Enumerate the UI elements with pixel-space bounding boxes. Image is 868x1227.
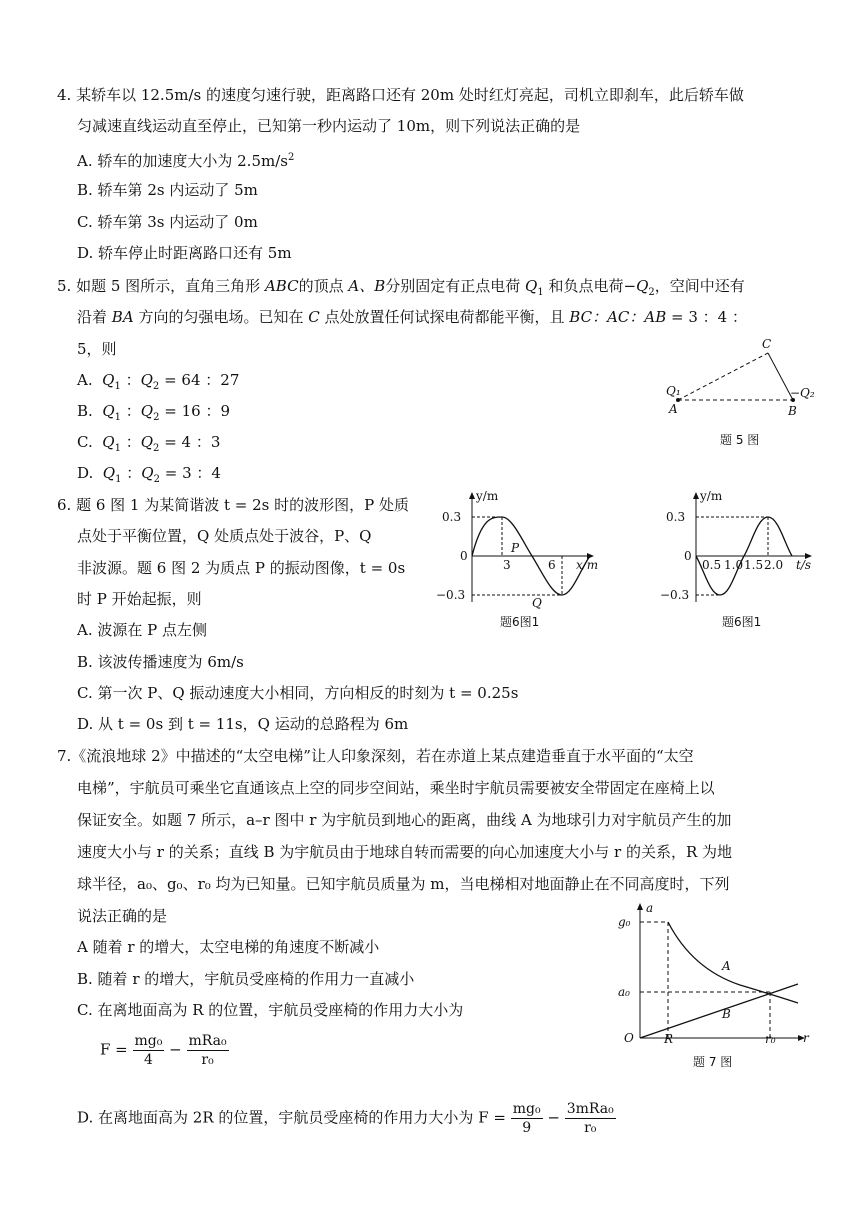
q5-option-d: D. $Q_1$ ：$Q_2 = 3$ ：4	[77, 464, 221, 485]
q7-c-den1: 4	[144, 1052, 153, 1068]
q4-stem-line1: 4. 某轿车以 12.5m/s 的速度匀速行驶，距离路口还有 20m 处时红灯亮起，司机立即刹车，此后轿车做	[57, 86, 744, 104]
q6-option-d: D. 从 t = 0s 到 t = 11s，Q 运动的总路程为 6m	[77, 715, 409, 733]
q5-edge-ac	[678, 353, 768, 400]
q5-option-a: A. $Q_1$ ：$Q_2 = 64$ ：27	[77, 371, 240, 392]
q7-label-line-b: B	[722, 1007, 731, 1021]
q6-option-a: A. 波源在 P 点左侧	[77, 621, 207, 639]
q7-label-curve-a: A	[722, 959, 731, 973]
q5-option-a-value: = 64 ：27	[164, 371, 240, 389]
q6-fig2-ylabel: y/m	[700, 489, 723, 503]
q6-fig1-caption: 题6图1	[500, 615, 540, 629]
q5-stem-line1: 5. 如题 5 图所示，直角三角形 ABC的顶点 A、B分别固定有正点电荷 $Q_1$ 和负点电荷$-Q_2$，空间中还有	[57, 277, 745, 298]
q7-d-frac2	[565, 1100, 616, 1137]
q5-stem-line3: 5，则	[77, 340, 117, 358]
q6-option-b: B. 该波传播速度为 6m/s	[77, 653, 244, 671]
q6-fig1-ymin: −0.3	[436, 588, 466, 602]
q5-option-c: C. $Q_1$ ：$Q_2 = 4$ ：3	[77, 433, 221, 454]
q7-label-r0: r₀	[765, 1032, 776, 1046]
q6-fig1-wave-curve-2	[532, 556, 562, 595]
q7-c-frac2	[187, 1032, 229, 1069]
q7-c-f: F =	[100, 1040, 128, 1059]
q7-option-c-formula	[100, 1032, 229, 1069]
q5-l2-a: 沿着	[77, 308, 108, 326]
q6-fig2-origin: 0	[684, 549, 692, 563]
q5-text-f: 和负点电荷−	[548, 277, 637, 295]
q7-label-origin: O	[624, 1031, 634, 1045]
q7-option-a: A 随着 r 的增大，太空电梯的角速度不断减小	[77, 938, 380, 956]
q6-fig2-y-arrow	[693, 492, 699, 499]
q6-fig1-wave-graph	[436, 489, 610, 610]
q7-label-r-axis: r	[803, 1031, 809, 1045]
q4-option-b: B. 轿车第 2s 内运动了 5m	[77, 181, 258, 199]
q6-fig2-tick-15: 1.5	[744, 558, 764, 572]
q7-d-den2: r₀	[584, 1120, 597, 1136]
q7-c-num2: mRa₀	[188, 1033, 227, 1049]
q7-stem-line3: 保证安全。如题 7 所示，a–r 图中 r 为宇航员到地心的距离，曲线 A 为地球引力对宇航员产生的加	[77, 811, 732, 829]
q7-label-g0: g₀	[618, 915, 631, 929]
q5-option-d-value: = 3 ：4	[164, 464, 221, 482]
q7-c-den2: r₀	[201, 1052, 214, 1068]
q5-figure-caption: 题 5 图	[720, 433, 760, 447]
q7-label-a0: a₀	[618, 985, 630, 999]
q7-c-minus: −	[169, 1040, 182, 1059]
q7-stem-line2: 电梯”，宇航员可乘坐它直通该点上空的同步空间站，乘坐时宇航员需要被安全带固定在座椅上以	[77, 779, 715, 797]
q5-option-b: B. $Q_1$ ：$Q_2 = 16$ ：9	[77, 402, 231, 423]
q5-text-b: ABC	[264, 277, 299, 295]
q7-option-b: B. 随着 r 的增大，宇航员受座椅的作用力一直减小	[77, 970, 415, 988]
q4-stem-line2: 匀减速直线运动直至停止，已知第一秒内运动了 10m，则下列说法正确的是	[77, 117, 581, 135]
q5-q1-symbol: Q	[525, 277, 538, 295]
q5-text-e: 分别固定有正点电荷	[385, 277, 521, 295]
q5-l2-d: C	[308, 308, 320, 326]
q4-option-a	[77, 148, 294, 171]
q4-option-d: D. 轿车停止时距离路口还有 5m	[77, 244, 292, 262]
q7-c-num1: mg₀	[134, 1033, 163, 1049]
q4-option-c: C. 轿车第 3s 内运动了 0m	[77, 213, 258, 231]
q7-option-d	[77, 1100, 616, 1137]
q6-fig2-xlabel: t/s	[796, 558, 812, 572]
q4-option-a-exponent: 2	[287, 152, 295, 163]
q7-d-f: F =	[478, 1108, 506, 1127]
q7-stem-line6: 说法正确的是	[77, 907, 168, 925]
q5-label-q2: −Q₂	[790, 386, 815, 400]
q6-fig2-ymin: −0.3	[660, 588, 690, 602]
q7-d-num1: mg₀	[512, 1101, 541, 1117]
q5-l2-g: = 3 ：4 ：	[671, 308, 747, 326]
q6-fig1-ylabel: y/m	[476, 489, 499, 503]
q5-text-a: 如题 5 图所示，直角三角形	[76, 277, 261, 295]
q6-option-c: C. 第一次 P、Q 振动速度大小相同，方向相反的时刻为 t = 0.25s	[77, 684, 519, 702]
q5-l2-b: BA	[111, 308, 134, 326]
q7-stem-line4: 速度大小与 r 的关系；直线 B 为宇航员由于地球自转而需要的向心加速度大小与 r 的关系，R 为地	[77, 843, 733, 861]
q7-figure-caption: 题 7 图	[693, 1055, 733, 1069]
q7-option-c: C. 在离地面高为 R 的位置，宇航员受座椅的作用力大小为	[77, 1001, 464, 1019]
q5-l2-c: 方向的匀强电场。已知在	[138, 308, 304, 326]
q5-text-c: 的顶点	[298, 277, 344, 295]
q7-d-minus: −	[547, 1108, 560, 1127]
q6-stem-line4: 时 P 开始起振，则	[77, 590, 202, 608]
q6-fig1-tick-6: 6	[548, 558, 556, 572]
q6-fig1-origin: 0	[460, 549, 468, 563]
q5-stem-line2	[77, 307, 747, 327]
q7-stem-line5: 球半径，a₀、g₀、r₀ 均为已知量。已知宇航员质量为 m，当电梯相对地面静止在不同高度时，下列	[77, 875, 730, 893]
q4-option-a-text: A. 轿车的加速度大小为 2.5m/s	[77, 152, 288, 170]
q5-l2-f: BC：AC：AB	[569, 308, 667, 326]
q6-stem-line3: 非波源。题 6 图 2 为质点 P 的振动图像，t = 0s	[77, 559, 406, 577]
q6-fig1-y-arrow	[469, 492, 475, 499]
q5-number: 5.	[57, 277, 72, 295]
q6-fig2-caption: 题6图1	[722, 615, 762, 629]
q7-d-den1: 9	[522, 1120, 532, 1136]
q5-option-b-value: = 16 ：9	[164, 402, 231, 420]
q6-fig1-point-p: P	[511, 541, 520, 555]
q5-triangle-figure	[660, 335, 820, 418]
q6-fig2-tick-20: 2.0	[764, 558, 784, 572]
q7-c-frac1	[133, 1032, 165, 1069]
q6-fig1-point-q: Q	[532, 596, 542, 610]
q5-option-c-value: = 4 ：3	[164, 433, 221, 451]
q6-fig2-ymax: 0.3	[666, 510, 686, 524]
q6-stem-line1: 6. 题 6 图 1 为某简谐波 t = 2s 时的波形图，P 处质	[57, 496, 410, 514]
q7-stem-line1: 7.《流浪地球 2》中描述的“太空电梯”让人印象深刻，若在赤道上某点建造垂直于水平面的“太空	[57, 747, 694, 765]
q7-d-num2: 3mRa₀	[566, 1101, 614, 1117]
q7-a-arrow	[637, 903, 643, 910]
q6-fig1-tick-3: 3	[503, 558, 511, 572]
q5-q2-symbol: Q	[636, 277, 649, 295]
q5-text-d: A、B	[348, 277, 386, 295]
q5-label-b: B	[788, 404, 797, 418]
q7-d-frac1	[511, 1100, 543, 1137]
q6-fig2-tick-10: 1.0	[724, 558, 744, 572]
q5-label-q1: Q₁	[666, 384, 681, 398]
q5-label-a: A	[669, 402, 678, 416]
q5-text-g: ，空间中还有	[654, 277, 745, 295]
q7-a-r-graph	[610, 900, 820, 1050]
q6-fig1-xlabel: x/m	[576, 558, 599, 572]
q5-l2-e: 点处放置任何试探电荷都能平衡，且	[324, 308, 565, 326]
q7-label-a-axis: a	[646, 901, 654, 915]
q6-fig2-vibration-graph	[660, 490, 830, 610]
q6-fig1-ymax: 0.3	[442, 510, 462, 524]
q5-label-c: C	[762, 337, 772, 351]
q6-stem-line2: 点处于平衡位置，Q 处质点处于波谷，P、Q	[77, 527, 372, 545]
q7-d-text: D. 在离地面高为 2R 的位置，宇航员受座椅的作用力大小为	[77, 1108, 474, 1127]
q7-label-r-radius: R	[664, 1032, 674, 1046]
q6-fig2-tick-05: 0.5	[702, 558, 722, 572]
